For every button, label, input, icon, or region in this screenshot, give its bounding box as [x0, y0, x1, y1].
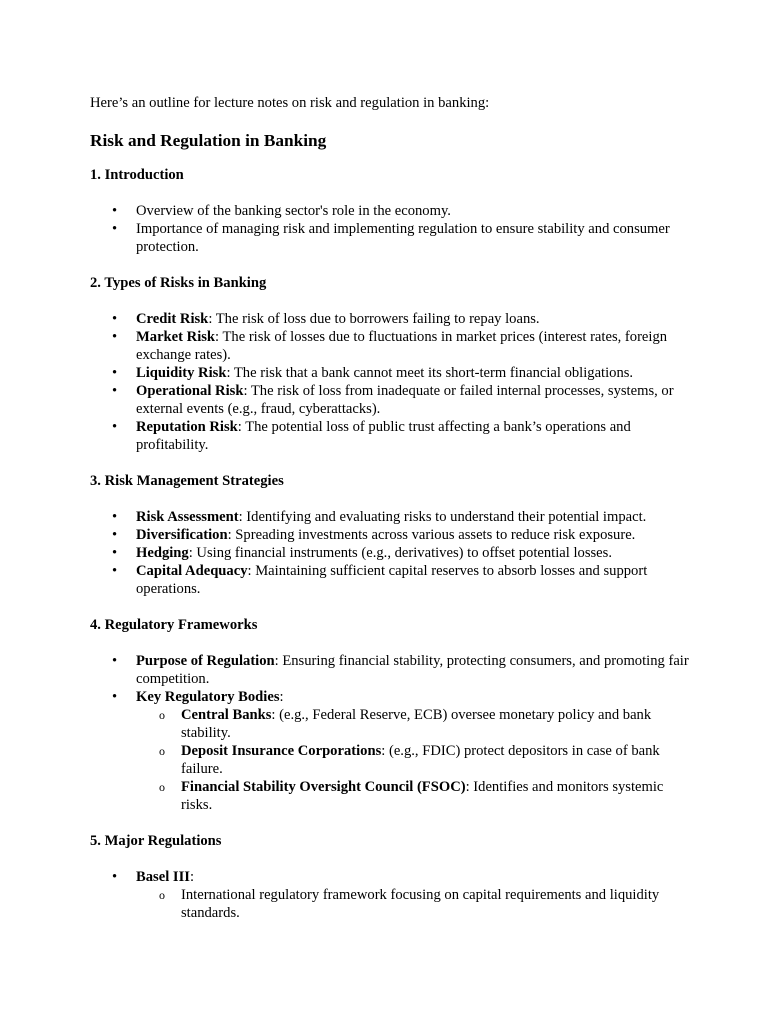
- definition: : The risk of loss due to borrowers failing to repay loans.: [208, 311, 540, 327]
- list-item: [90, 562, 690, 598]
- list-item: • Overview of the banking sector's role in the economy.: [90, 202, 690, 220]
- section-heading-regulatory-frameworks: 4. Regulatory Frameworks: [90, 617, 258, 633]
- definition: : The risk of loss from inadequate or failed internal processes, systems, or external events (e.g., fraud, cyberattacks).: [136, 383, 674, 417]
- risk-management-list: [90, 508, 690, 598]
- term: Capital Adequacy: [136, 563, 248, 579]
- list-item: [90, 868, 690, 922]
- list-item: [90, 688, 690, 814]
- term: Key Regulatory Bodies: [136, 689, 280, 705]
- list-item: [90, 382, 690, 418]
- list-item: [90, 418, 690, 454]
- section-heading-types-of-risks: 2. Types of Risks in Banking: [90, 275, 267, 291]
- list-item: [90, 526, 690, 544]
- section-heading-major-regulations: 5. Major Regulations: [90, 833, 222, 849]
- term: Financial Stability Oversight Council (FSOC): [181, 779, 466, 795]
- definition: : The risk of losses due to fluctuations in market prices (interest rates, foreign exchange rates).: [136, 329, 668, 363]
- section-heading-risk-management: 3. Risk Management Strategies: [90, 473, 284, 489]
- introduction-list: [90, 202, 690, 256]
- term: Risk Assessment: [136, 509, 239, 525]
- major-regulations-list: [90, 868, 690, 922]
- term: Purpose of Regulation: [136, 653, 275, 669]
- definition: : Spreading investments across various assets to reduce risk exposure.: [227, 527, 636, 543]
- definition: : Maintaining sufficient capital reserves to absorb losses and support operations.: [136, 563, 648, 597]
- term: Central Banks: [181, 707, 272, 723]
- term: Credit Risk: [136, 311, 209, 327]
- document-title: Risk and Regulation in Banking: [90, 131, 327, 150]
- sublist-item: o International regulatory framework focusing on capital requirements and liquidity standards.: [136, 886, 690, 922]
- term: Diversification: [136, 527, 228, 543]
- term: Deposit Insurance Corporations: [181, 743, 382, 759]
- list-item: [90, 328, 690, 364]
- definition: : Identifies and monitors systemic risks.: [181, 779, 664, 813]
- intro-text: Here’s an outline for lecture notes on risk and regulation in banking:: [90, 95, 490, 111]
- list-item: [90, 652, 690, 688]
- definition: : (e.g., Federal Reserve, ECB) oversee monetary policy and bank stability.: [181, 707, 652, 741]
- term: Reputation Risk: [136, 419, 238, 435]
- definition: :: [279, 689, 284, 705]
- document-page: [90, 94, 690, 940]
- term: Market Risk: [136, 329, 216, 345]
- definition: : (e.g., FDIC) protect depositors in case of bank failure.: [181, 743, 660, 777]
- definition: : Identifying and evaluating risks to understand their potential impact.: [238, 509, 647, 525]
- risk-types-list: [90, 310, 690, 454]
- list-item: [90, 364, 690, 382]
- sublist-item: [136, 706, 690, 742]
- list-item: [90, 544, 690, 562]
- definition: : The risk that a bank cannot meet its short-term financial obligations.: [226, 365, 634, 381]
- definition: : The potential loss of public trust affecting a bank’s operations and profitability.: [136, 419, 631, 453]
- list-item: [90, 508, 690, 526]
- definition: : Using financial instruments (e.g., derivatives) to offset potential losses.: [188, 545, 612, 561]
- regulatory-bodies-sublist: [136, 706, 690, 814]
- definition: : Ensuring financial stability, protecting consumers, and promoting fair competition.: [136, 653, 689, 687]
- term: Basel III: [136, 869, 190, 885]
- definition: :: [189, 869, 194, 885]
- list-item: [90, 310, 690, 328]
- term: Hedging: [136, 545, 189, 561]
- term: Liquidity Risk: [136, 365, 227, 381]
- term: Operational Risk: [136, 383, 244, 399]
- section-heading-introduction: 1. Introduction: [90, 167, 184, 183]
- list-item: • Importance of managing risk and implementing regulation to ensure stability and consumer protection.: [90, 220, 690, 256]
- sublist-item: [136, 742, 690, 778]
- basel-sublist: [136, 886, 690, 922]
- regulatory-frameworks-list: [90, 652, 690, 814]
- sublist-item: [136, 778, 690, 814]
